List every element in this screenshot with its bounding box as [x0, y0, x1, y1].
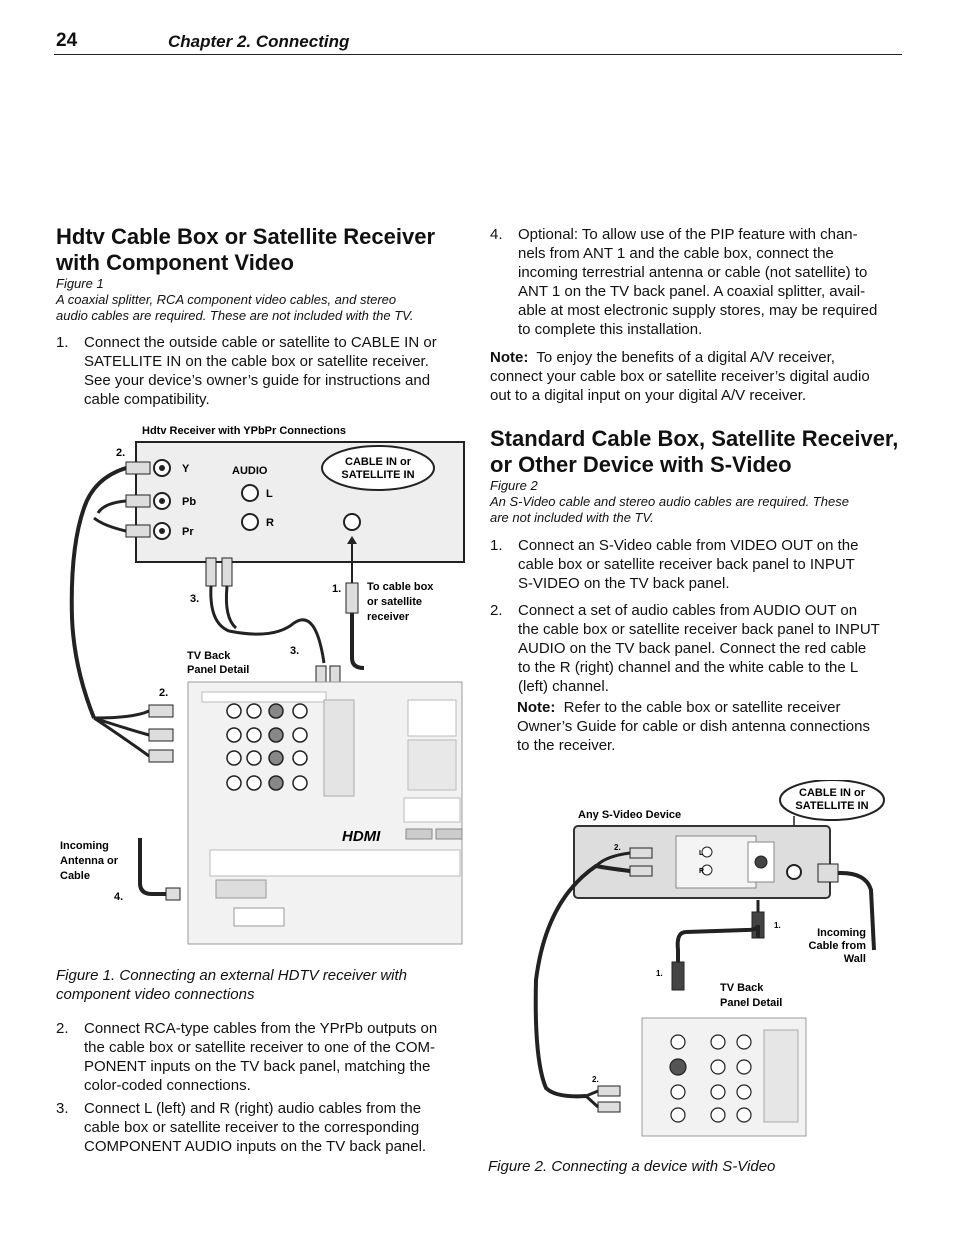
label-2a: 2. [116, 447, 126, 459]
step-3 [56, 1099, 466, 1156]
coax-jack [344, 514, 360, 530]
title-line: or Other Device with S-Video [490, 452, 792, 477]
label-1a: 1. [774, 921, 781, 930]
ant-input [234, 908, 284, 926]
coax-plug [818, 864, 838, 882]
step-line: nels from ANT 1 and the cable box, connect the [518, 245, 834, 262]
tv-back-line2: Panel Detail [720, 997, 783, 1009]
audio-plug [206, 558, 216, 586]
component-cable [72, 468, 126, 718]
note-2 [490, 698, 905, 755]
incoming-line2: Cable from [808, 940, 866, 952]
caption-line: component video connections [56, 986, 255, 1003]
label-4: 4. [114, 891, 124, 903]
incoming-line3: Wall [843, 953, 866, 965]
device-r-label: R [699, 868, 705, 875]
label-pr: Pr [182, 526, 194, 538]
audio-plug [630, 866, 652, 876]
panel-labels-block [324, 700, 354, 796]
audio-plug [630, 848, 652, 858]
svideo-cable [678, 925, 758, 962]
svideo-step-2 [490, 601, 905, 696]
label-1: 1. [332, 583, 342, 595]
incoming-line1: Incoming [817, 927, 866, 939]
step-number: 1. [490, 537, 503, 554]
step-line: the cable box or satellite receiver to one of the COM- [84, 1039, 436, 1056]
section-title-svideo [490, 426, 905, 478]
tv-back-line2: Panel Detail [187, 664, 250, 676]
panel-labels-block [764, 1030, 798, 1122]
diagram-title: Hdtv Receiver with YPbPr Connections [142, 425, 346, 437]
panel-label-box [404, 798, 460, 822]
step-number: 1. [56, 334, 69, 351]
label-y: Y [182, 463, 190, 475]
chapter-title: Chapter 2. Connecting [168, 32, 350, 51]
svideo-plug [672, 962, 684, 990]
cable-in-line2: SATELLITE IN [795, 800, 869, 812]
note-line: to the receiver. [517, 737, 616, 754]
hdmi-logo: HDMI [342, 828, 381, 845]
note-line: out to a digital input on your digital A/V receiver. [490, 387, 807, 404]
coax-plug [166, 888, 180, 900]
audio-plug [598, 1086, 620, 1096]
note-line: A coaxial splitter, RCA component video cables, and stereo [56, 292, 397, 307]
step-line: Connect L (left) and R (right) audio cables from the [84, 1100, 422, 1117]
header-rule [54, 54, 902, 55]
step-number: 3. [56, 1100, 69, 1117]
figure-label: Figure 1 [56, 276, 104, 291]
panel-label-box [408, 700, 456, 736]
step-line: Connect the outside cable or satellite to CABLE IN or [84, 334, 437, 351]
step-number: 2. [56, 1020, 69, 1037]
coax-connector [346, 583, 358, 613]
component-cable-branch [98, 501, 126, 513]
component-cable-branch [94, 711, 149, 718]
device-panel [676, 836, 756, 888]
page-number: 24 [56, 30, 78, 51]
label-audio: AUDIO [232, 465, 268, 477]
step-line: PONENT inputs on the TV back panel, matching the [84, 1058, 431, 1075]
audio-cable [586, 1091, 598, 1107]
title-line: Hdtv Cable Box or Satellite Receiver [56, 224, 436, 249]
step-1 [56, 333, 466, 409]
panel-label-box [408, 740, 456, 790]
label-2b: 2. [592, 1075, 599, 1084]
any-svideo-label: Any S-Video Device [578, 809, 682, 821]
note-line: Owner’s Guide for cable or dish antenna connections [517, 718, 870, 735]
ypbpr-jacks [154, 460, 170, 539]
step-line: able at most electronic supply stores, may be required [518, 302, 878, 319]
cable-in-line1: CABLE IN or [799, 787, 865, 799]
hdmi-port [436, 829, 462, 839]
step-number: 2. [490, 602, 503, 619]
ant-input [216, 880, 266, 898]
step-line: to complete this installation. [518, 321, 703, 338]
label-1b: 1. [656, 969, 663, 978]
audio-plug [222, 558, 232, 586]
step-line: (left) channel. [518, 678, 609, 695]
component-cable-branch [94, 518, 126, 531]
coax-cable [352, 613, 364, 668]
audio-r-jack [242, 514, 258, 530]
note-label: Note: [490, 349, 529, 366]
label-3a: 3. [190, 593, 200, 605]
step-line: Connect RCA-type cables from the YPrPb outputs on [84, 1020, 438, 1037]
step-number: 4. [490, 226, 503, 243]
left-lower [56, 966, 466, 1156]
incoming-line2: Antenna or [60, 855, 119, 867]
step-line: SATELLITE IN on the cable box or satellite receiver. [84, 353, 429, 370]
cable-in-bubble [322, 446, 434, 490]
title-line: with Component Video [56, 250, 294, 275]
panel-strip [202, 692, 326, 702]
label-r: R [266, 517, 274, 529]
figure-note [490, 494, 905, 526]
step-line: Connect an S-Video cable from VIDEO OUT on the [518, 537, 859, 554]
title-line: Standard Cable Box, Satellite Receiver, [490, 426, 899, 451]
component-cable-branch [94, 718, 149, 735]
device-l-label: L [699, 850, 704, 857]
to-box-line2: or satellite [367, 596, 423, 608]
step-line: to the R (right) channel and the white cable to the L [518, 659, 859, 676]
note-label: Note: [517, 699, 556, 716]
step-line: AUDIO on the TV back panel. Connect the red cable [518, 640, 867, 657]
component-plugs-tv [149, 705, 173, 762]
step-line: COMPONENT AUDIO inputs on the TV back panel. [84, 1138, 427, 1155]
step-line: cable box or satellite receiver back panel to INPUT [518, 556, 855, 573]
figure-2-caption: Figure 2. Connecting a device with S-Video [488, 1158, 776, 1175]
step-2 [56, 1019, 466, 1095]
label-2b: 2. [159, 687, 169, 699]
audio-l-jack [242, 485, 258, 501]
device-jack [702, 847, 712, 857]
to-box-line3: receiver [367, 611, 410, 623]
step-line: cable compatibility. [84, 391, 210, 408]
cable-in-line2: SATELLITE IN [341, 469, 415, 481]
caption-line: Figure 1. Connecting an external HDTV receiver with [56, 967, 407, 984]
tv-back-line1: TV Back [720, 982, 764, 994]
step-line: color-coded connections. [84, 1077, 251, 1094]
note-line: connect your cable box or satellite receiver’s digital audio [490, 368, 870, 385]
cable-in-line1: CABLE IN or [345, 456, 411, 468]
panel-grid [210, 850, 460, 876]
label-2a: 2. [614, 843, 621, 852]
step-line: ANT 1 on the TV back panel. A coaxial splitter, avail- [518, 283, 866, 300]
figure-1-diagram [54, 418, 468, 950]
label-pb: Pb [182, 496, 197, 508]
step-line: the cable box or satellite receiver back panel to INPUT [518, 621, 880, 638]
incoming-line3: Cable [60, 870, 90, 882]
svideo-jack [755, 856, 767, 868]
step-line: S-VIDEO on the TV back panel. [518, 575, 730, 592]
incoming-cable [140, 838, 166, 894]
label-l: L [266, 488, 273, 500]
figure-1-caption [56, 966, 466, 1004]
svideo-step-1 [490, 536, 905, 593]
section-title-component [56, 224, 466, 276]
incoming-line1: Incoming [60, 840, 109, 852]
tv-back-line1: TV Back [187, 650, 231, 662]
step-4 [490, 225, 905, 339]
step-line: incoming terrestrial antenna or cable (not satellite) to [518, 264, 868, 281]
right-column [490, 225, 905, 755]
figure-note [56, 292, 466, 324]
figure-2-diagram [526, 780, 900, 1142]
hdmi-port [406, 829, 432, 839]
note-line: An S-Video cable and stereo audio cables are required. These [490, 494, 849, 509]
note-line: are not included with the TV. [490, 510, 654, 525]
audio-plug [598, 1102, 620, 1112]
left-column [56, 224, 466, 409]
note-line: audio cables are required. These are not included with the TV. [56, 308, 414, 323]
note-line: To enjoy the benefits of a digital A/V receiver, [536, 349, 835, 366]
to-box-line1: To cable box [367, 581, 434, 593]
component-plugs-top [126, 462, 150, 537]
audio-cable [536, 866, 630, 1096]
step-line: See your device’s owner’s guide for instructions and [84, 372, 431, 389]
note-1 [490, 348, 905, 405]
coax-jack [787, 865, 801, 879]
step-line: cable box or satellite receiver to the corresponding [84, 1119, 420, 1136]
audio-cable [226, 586, 236, 628]
step-line: Optional: To allow use of the PIP feature with chan- [518, 226, 858, 243]
step-line: Connect a set of audio cables from AUDIO OUT on [518, 602, 858, 619]
note-line: Refer to the cable box or satellite receiver [563, 699, 841, 716]
figure-label: Figure 2 [490, 478, 538, 493]
label-3b: 3. [290, 645, 300, 657]
component-cable-branch [94, 718, 149, 756]
